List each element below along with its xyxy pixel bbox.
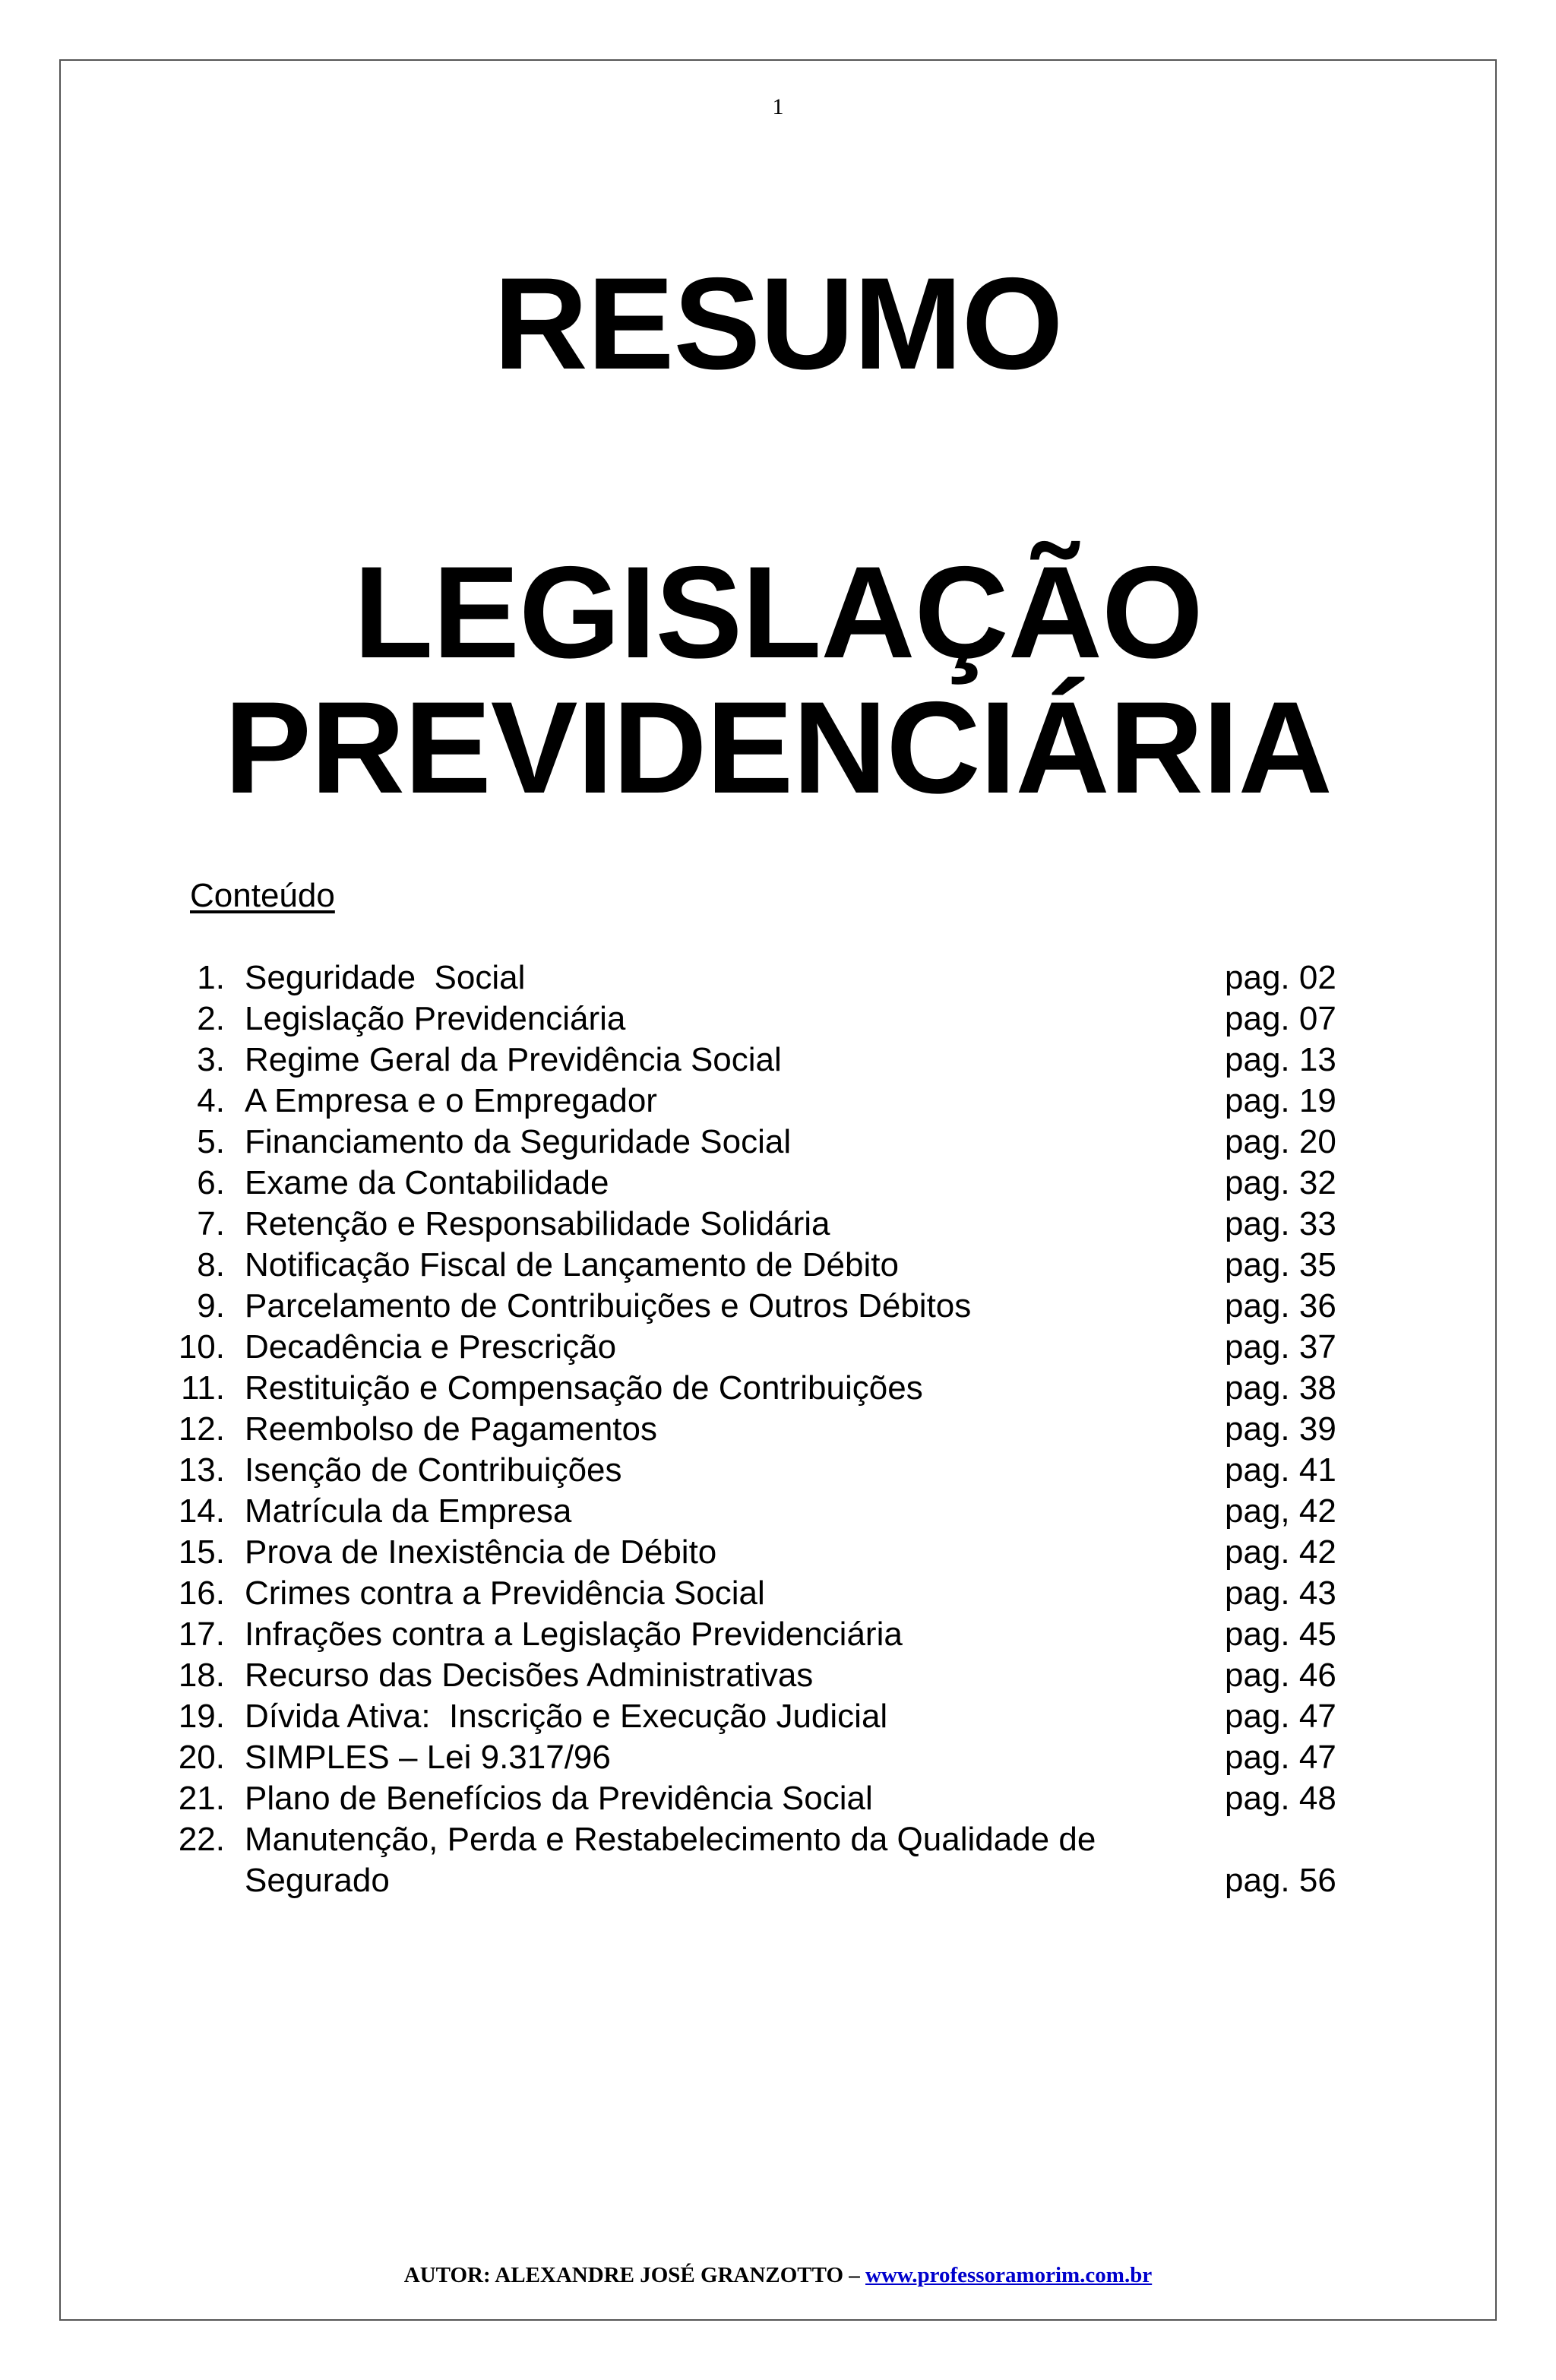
- title-resumo: RESUMO: [493, 251, 1063, 397]
- toc-entry-title: Segurado: [245, 1862, 390, 1899]
- title-legislacao: LEGISLAÇÃO: [353, 540, 1203, 685]
- toc-entry-page: pag. 46: [1225, 1657, 1336, 1694]
- toc-entry-number: 17.: [178, 1616, 225, 1653]
- toc-entry-number: 5.: [197, 1123, 225, 1160]
- toc-entry: [0, 1450, 1556, 1491]
- toc-entry: [0, 1614, 1556, 1655]
- toc-entry: [0, 1532, 1556, 1573]
- toc-entry: [0, 1040, 1556, 1081]
- toc-entry: [0, 1819, 1556, 1860]
- toc-entry-title: Legislação Previdenciária: [245, 1000, 626, 1037]
- toc-entry-page: pag. 19: [1225, 1082, 1336, 1119]
- toc-entry: [0, 1368, 1556, 1409]
- toc-entry: [0, 1204, 1556, 1245]
- toc-entry-number: 22.: [178, 1821, 225, 1858]
- toc-entry: [0, 1696, 1556, 1737]
- toc-entry-page: pag. 41: [1225, 1451, 1336, 1489]
- footer: [0, 2263, 1556, 2288]
- footer-author: AUTOR: ALEXANDRE JOSÉ GRANZOTTO –: [403, 2263, 866, 2287]
- toc-entry-title: Restituição e Compensação de Contribuições: [245, 1369, 923, 1407]
- toc-entry-title: Plano de Benefícios da Previdência Social: [245, 1780, 873, 1817]
- toc-entry-number: 13.: [178, 1451, 225, 1489]
- toc-entry-page: pag. 33: [1225, 1205, 1336, 1242]
- toc-entry: [0, 1860, 1556, 1901]
- toc-entry-number: 14.: [178, 1492, 225, 1530]
- toc-entry-page: pag. 56: [1225, 1862, 1336, 1899]
- toc-entry-number: 2.: [197, 1000, 225, 1037]
- toc-entry-number: 21.: [178, 1780, 225, 1817]
- toc-entry-title: Reembolso de Pagamentos: [245, 1410, 657, 1448]
- toc-entry-number: 8.: [197, 1246, 225, 1283]
- toc-entry-page: pag. 35: [1225, 1246, 1336, 1283]
- toc-entry: [0, 1163, 1556, 1204]
- toc-entry-page: pag. 36: [1225, 1287, 1336, 1325]
- toc-entry-page: pag. 43: [1225, 1575, 1336, 1612]
- toc-entry-title: Manutenção, Perda e Restabelecimento da Qualidade de: [245, 1821, 1096, 1858]
- toc-entry-title: Recurso das Decisões Administrativas: [245, 1657, 814, 1694]
- toc-entry: [0, 1737, 1556, 1778]
- toc-entry: [0, 1122, 1556, 1163]
- toc-entry-page: pag. 20: [1225, 1123, 1336, 1160]
- toc-entry-title: Prova de Inexistência de Débito: [245, 1533, 717, 1571]
- page-number: 1: [772, 94, 784, 119]
- toc-entry-number: 10.: [178, 1328, 225, 1366]
- toc-entry-number: 19.: [178, 1698, 225, 1735]
- toc-entry-page: pag. 42: [1225, 1533, 1336, 1571]
- toc-entry-page: pag. 48: [1225, 1780, 1336, 1817]
- toc-entry-number: 11.: [181, 1369, 225, 1407]
- toc-entry-title: Infrações contra a Legislação Previdenciária: [245, 1616, 903, 1653]
- toc-entry-title: Matrícula da Empresa: [245, 1492, 572, 1530]
- toc-entry-title: Regime Geral da Previdência Social: [245, 1041, 782, 1078]
- toc-entry: [0, 1491, 1556, 1532]
- toc-entry-number: 3.: [197, 1041, 225, 1078]
- toc-entry: [0, 1245, 1556, 1286]
- toc-entry-number: 16.: [178, 1575, 225, 1612]
- toc-entry-title: Isenção de Contribuições: [245, 1451, 622, 1489]
- toc-entry: [0, 1573, 1556, 1614]
- toc-entry-number: 4.: [197, 1082, 225, 1119]
- toc-entry-number: 6.: [197, 1164, 225, 1201]
- toc-entry-title: Seguridade Social: [245, 959, 526, 996]
- toc-entry-title: Crimes contra a Previdência Social: [245, 1575, 765, 1612]
- toc-entry: [0, 1409, 1556, 1450]
- toc-entry-page: pag. 32: [1225, 1164, 1336, 1201]
- toc-entry: [0, 999, 1556, 1040]
- toc-entry-page: pag. 45: [1225, 1616, 1336, 1653]
- toc-entry: [0, 1081, 1556, 1122]
- toc-entry-page: pag. 37: [1225, 1328, 1336, 1366]
- toc-entry-title: Parcelamento de Contribuições e Outros Débitos: [245, 1287, 972, 1325]
- toc-entry-title: Retenção e Responsabilidade Solidária: [245, 1205, 830, 1242]
- toc-entry-number: 9.: [197, 1287, 225, 1325]
- toc-entry-page: pag, 42: [1225, 1492, 1336, 1530]
- toc-entry-page: pag. 47: [1225, 1739, 1336, 1776]
- toc-entry: [0, 1286, 1556, 1327]
- toc-entry-number: 1.: [197, 959, 225, 996]
- toc-entry: [0, 1327, 1556, 1368]
- toc-entry-page: pag. 38: [1225, 1369, 1336, 1407]
- toc-entry-title: Exame da Contabilidade: [245, 1164, 609, 1201]
- toc-entry-page: pag. 47: [1225, 1698, 1336, 1735]
- toc-entry-page: pag. 13: [1225, 1041, 1336, 1078]
- footer-website-link[interactable]: www.professoramorim.com.br: [865, 2263, 1153, 2287]
- toc-entry: [0, 1655, 1556, 1696]
- toc-entry-number: 12.: [178, 1410, 225, 1448]
- toc-entry-number: 7.: [197, 1205, 225, 1242]
- toc-entry-title: Decadência e Prescrição: [245, 1328, 617, 1366]
- title-previdenciaria: PREVIDENCIÁRIA: [224, 675, 1332, 821]
- toc-entry-number: 20.: [178, 1739, 225, 1776]
- toc-entry-title: Notificação Fiscal de Lançamento de Débito: [245, 1246, 899, 1283]
- toc-entry-title: SIMPLES – Lei 9.317/96: [245, 1739, 611, 1776]
- toc-entry-number: 15.: [178, 1533, 225, 1571]
- toc-entry-title: A Empresa e o Empregador: [245, 1082, 657, 1119]
- contents-heading: Conteúdo: [190, 877, 335, 914]
- toc-entry-page: pag. 39: [1225, 1410, 1336, 1448]
- toc-entry-page: pag. 07: [1225, 1000, 1336, 1037]
- toc-entry-number: 18.: [178, 1657, 225, 1694]
- toc-entry: [0, 957, 1556, 999]
- toc-entry-title: Financiamento da Seguridade Social: [245, 1123, 792, 1160]
- toc-entry: [0, 1778, 1556, 1819]
- toc-entry-title: Dívida Ativa: Inscrição e Execução Judicial: [245, 1698, 888, 1735]
- toc-entry-page: pag. 02: [1225, 959, 1336, 996]
